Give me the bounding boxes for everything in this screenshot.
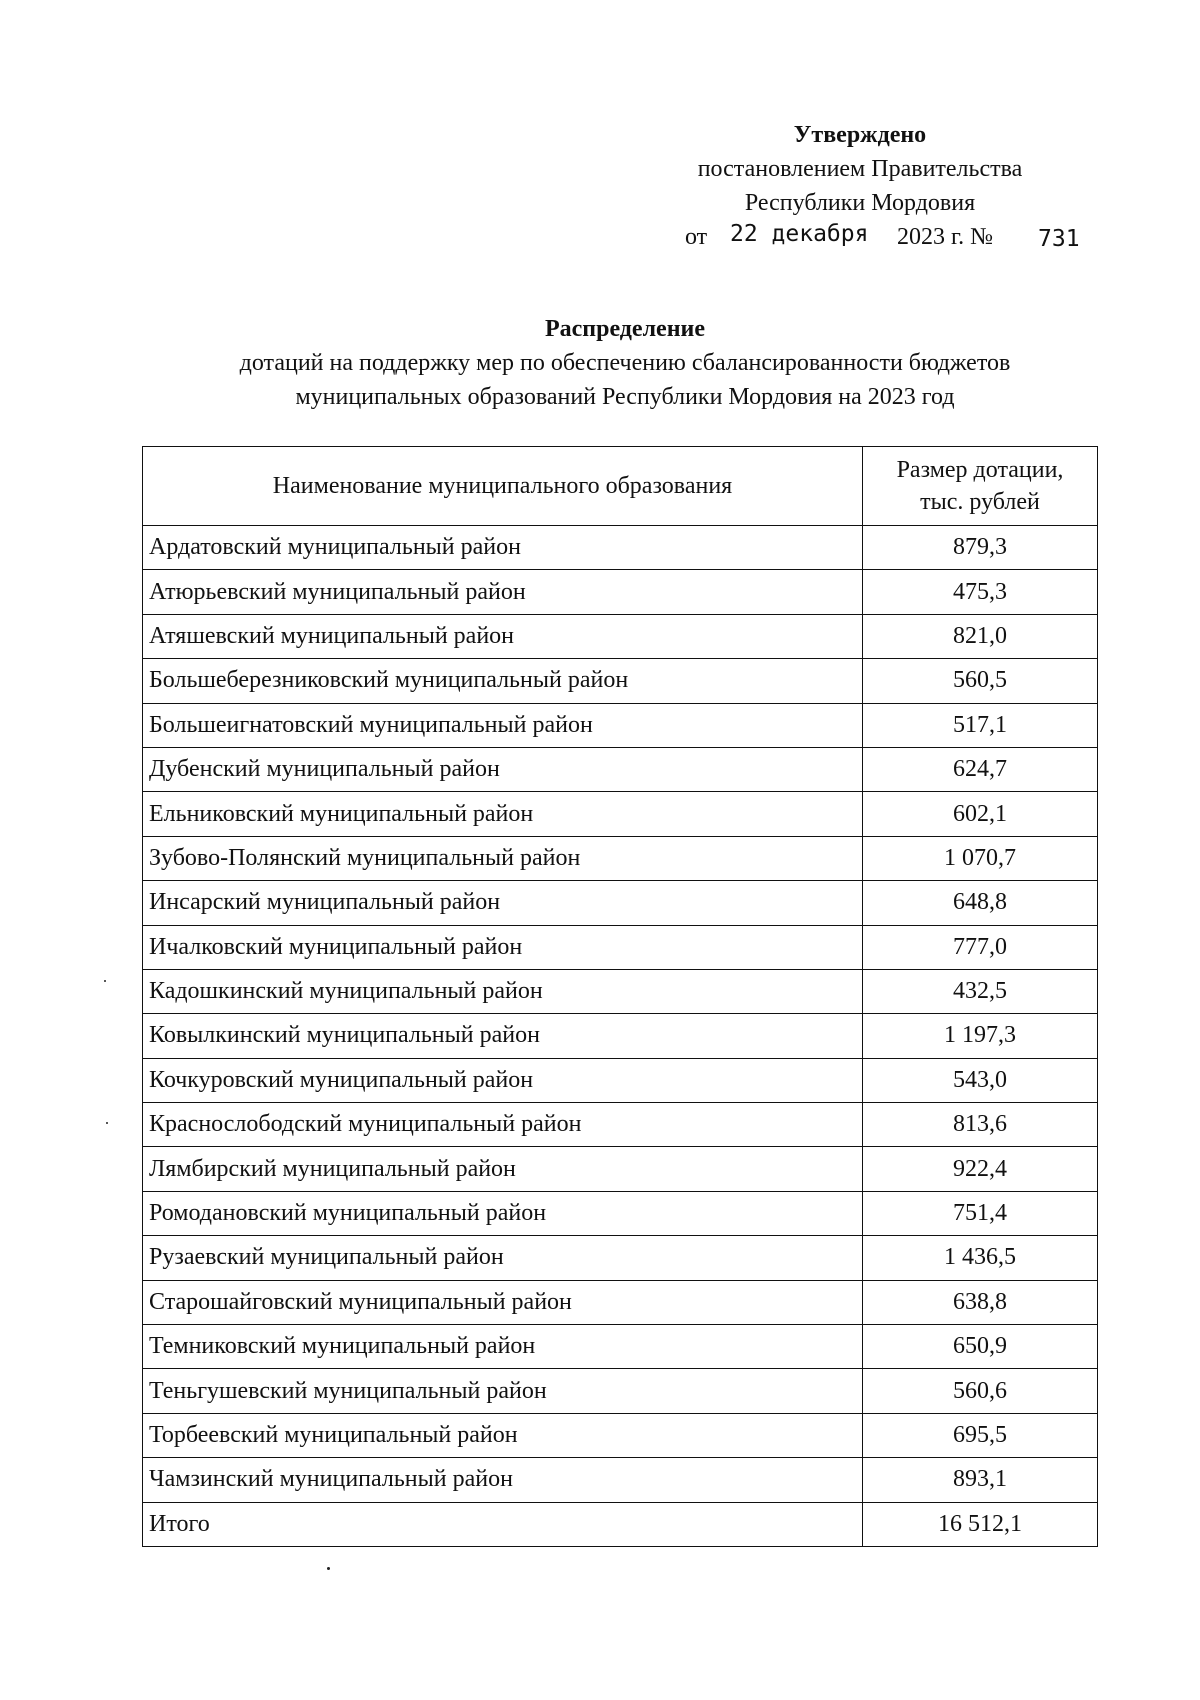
municipality-name: Ельниковский муниципальный район — [143, 792, 863, 836]
municipality-name: Инсарский муниципальный район — [143, 881, 863, 925]
table-row — [143, 747, 1098, 791]
subsidy-value: 560,5 — [863, 659, 1098, 703]
table-row — [143, 659, 1098, 703]
municipality-name: Кочкуровский муниципальный район — [143, 1058, 863, 1102]
table-row — [143, 1325, 1098, 1369]
approval-block — [640, 118, 1080, 256]
municipality-name: Кадошкинский муниципальный район — [143, 969, 863, 1013]
total-value: 16 512,1 — [863, 1502, 1098, 1546]
subsidy-value: 475,3 — [863, 570, 1098, 614]
subsidy-value: 560,6 — [863, 1369, 1098, 1413]
table-row — [143, 792, 1098, 836]
table-row — [143, 703, 1098, 747]
subsidy-value: 1 436,5 — [863, 1236, 1098, 1280]
document-heading — [130, 312, 1120, 414]
municipality-name: Чамзинский муниципальный район — [143, 1458, 863, 1502]
subsidy-value: 1 197,3 — [863, 1014, 1098, 1058]
table-row — [143, 1280, 1098, 1324]
municipality-name: Старошайговский муниципальный район — [143, 1280, 863, 1324]
scan-speck — [106, 1122, 108, 1124]
municipality-name: Рузаевский муниципальный район — [143, 1236, 863, 1280]
subsidy-value: 695,5 — [863, 1413, 1098, 1457]
municipality-name: Ковылкинский муниципальный район — [143, 1014, 863, 1058]
column-header-value-line-2: тыс. рублей — [920, 489, 1040, 515]
table-row — [143, 881, 1098, 925]
subsidy-value: 777,0 — [863, 925, 1098, 969]
subsidy-value: 624,7 — [863, 747, 1098, 791]
total-row — [143, 1502, 1098, 1546]
heading-subtitle-line-2: муниципальных образований Республики Мордовия на 2023 год — [295, 384, 955, 410]
subsidy-value: 638,8 — [863, 1280, 1098, 1324]
subsidy-value: 1 070,7 — [863, 836, 1098, 880]
municipality-name: Атюрьевский муниципальный район — [143, 570, 863, 614]
table-header-row — [143, 447, 1098, 526]
municipality-name: Атяшевский муниципальный район — [143, 614, 863, 658]
municipality-name: Ардатовский муниципальный район — [143, 526, 863, 570]
subsidy-value: 432,5 — [863, 969, 1098, 1013]
column-header-name: Наименование муниципального образования — [143, 447, 863, 526]
municipality-name: Дубенский муниципальный район — [143, 747, 863, 791]
approval-title: Утверждено — [793, 122, 927, 148]
date-year: 2023 г. № — [897, 224, 994, 250]
table-row — [143, 1191, 1098, 1235]
table-row — [143, 925, 1098, 969]
municipality-name: Темниковский муниципальный район — [143, 1325, 863, 1369]
municipality-name: Большеигнатовский муниципальный район — [143, 703, 863, 747]
heading-subtitle-line-1: дотаций на поддержку мер по обеспечению сбалансированности бюджетов — [239, 350, 1011, 376]
date-prefix: от — [685, 224, 708, 250]
subsidy-value: 543,0 — [863, 1058, 1098, 1102]
table-row — [143, 1413, 1098, 1457]
subsidy-value: 893,1 — [863, 1458, 1098, 1502]
approval-line-1: постановлением Правительства — [697, 156, 1023, 182]
total-label: Итого — [143, 1502, 863, 1546]
date-day-month: 22 декабря — [730, 221, 869, 247]
subsidy-value: 517,1 — [863, 703, 1098, 747]
heading-title: Распределение — [544, 316, 706, 342]
table-row — [143, 836, 1098, 880]
subsidy-value: 602,1 — [863, 792, 1098, 836]
municipality-name: Зубово-Полянский муниципальный район — [143, 836, 863, 880]
table-row — [143, 1236, 1098, 1280]
approval-date-line — [640, 220, 1080, 256]
municipality-name: Торбеевский муниципальный район — [143, 1413, 863, 1457]
municipality-name: Большеберезниковский муниципальный район — [143, 659, 863, 703]
municipality-name: Теньгушевский муниципальный район — [143, 1369, 863, 1413]
table-row — [143, 1014, 1098, 1058]
table-row — [143, 1369, 1098, 1413]
subsidy-value: 821,0 — [863, 614, 1098, 658]
subsidy-value: 922,4 — [863, 1147, 1098, 1191]
subsidy-value: 751,4 — [863, 1191, 1098, 1235]
table-body — [143, 526, 1098, 1503]
table-row — [143, 1103, 1098, 1147]
table-row — [143, 1458, 1098, 1502]
scan-speck — [104, 980, 106, 982]
subsidy-value: 648,8 — [863, 881, 1098, 925]
column-header-value — [863, 447, 1098, 526]
subsidy-value: 879,3 — [863, 526, 1098, 570]
municipality-name: Краснослободский муниципальный район — [143, 1103, 863, 1147]
document-number: 731 — [1038, 226, 1080, 252]
municipality-name: Лямбирский муниципальный район — [143, 1147, 863, 1191]
approval-line-2: Республики Мордовия — [744, 190, 976, 216]
table-row — [143, 969, 1098, 1013]
distribution-table — [142, 446, 1098, 1547]
table-row — [143, 570, 1098, 614]
table-row — [143, 614, 1098, 658]
table-row — [143, 1147, 1098, 1191]
column-header-value-line-1: Размер дотации, — [896, 457, 1064, 483]
scan-speck — [327, 1567, 330, 1570]
municipality-name: Ромодановский муниципальный район — [143, 1191, 863, 1235]
table-row — [143, 1058, 1098, 1102]
table-row — [143, 526, 1098, 570]
subsidy-value: 813,6 — [863, 1103, 1098, 1147]
subsidy-value: 650,9 — [863, 1325, 1098, 1369]
municipality-name: Ичалковский муниципальный район — [143, 925, 863, 969]
